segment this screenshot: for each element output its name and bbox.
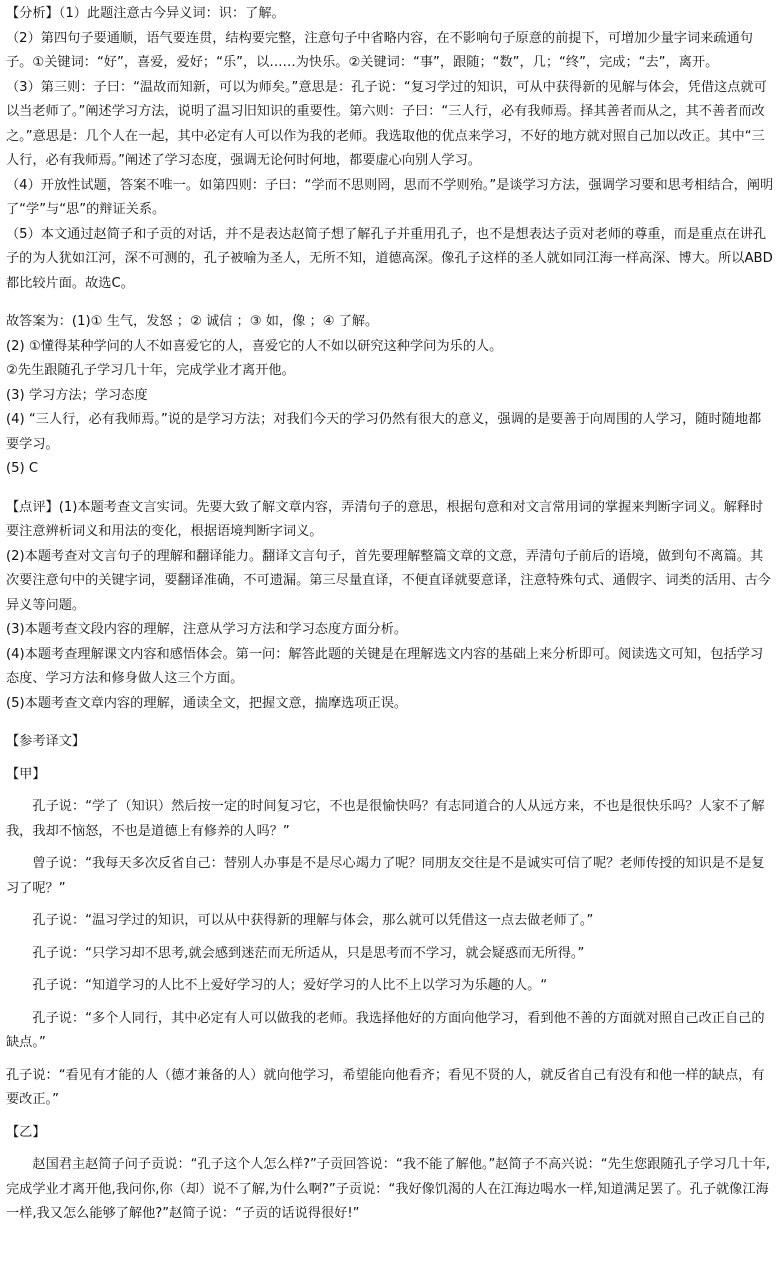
comment-paragraph: (2)本题考查对文言句子的理解和翻译能力。翻译文言句子，首先要理解整篇文章的文意，弄清句子前后的语境，做到句不离篇。其次要注意句中的关键字词，要翻译准确，不可遗漏。第三尽量直译，不便直译就要意译，注意特殊句式、通假字、词类的活用、古今异义等问题。 xyxy=(6,548,771,613)
answer-line: (5) C xyxy=(6,461,39,476)
comments-section xyxy=(6,496,774,717)
translation-paragraph: 曾子说：“我每天多次反省自己：替别人办事是不是尽心竭力了呢？同朋友交往是不是诚实可信了呢？老师传授的知识是不是复习了呢？” xyxy=(6,856,765,896)
analysis-paragraph: （5）本文通过赵简子和子贡的对话，并不是表达赵简子想了解孔子并重用孔子，也不是想表达子贡对老师的尊重，而是重点在讲孔子的为人犹如江河，深不可测的，孔子被喻为圣人，无所不知，道德高深。像孔子这样的圣人就如同江海一样高深、博大。所以ABD都比较片面。故选C。 xyxy=(6,226,773,291)
translation-section xyxy=(6,730,774,1227)
analysis-paragraph: （4）开放性试题，答案不唯一。如第四则：子曰：“学而不思则罔，思而不学则殆。”是谈学习方法，强调学习要和思考相结合，阐明了“学”与“思”的辩证关系。 xyxy=(6,177,774,217)
translation-paragraph: 赵国君主赵简子问子贡说：“孔子这个人怎么样?”子贡回答说：“我不能了解他。”赵简子不高兴说：“先生您跟随孔子学习几十年,完成学业才离开他,我问你,你（却）说不了解,为什么啊?”子贡说：“我好像饥渴的人在江海边喝水一样,知道满足罢了。孔子就像江海一样,我又怎么能够了解他?”赵简子说：“子贡的话说得很好!” xyxy=(6,1157,771,1221)
answer-line: 故答案为：(1)① 生气，发怒 ；② 诚信 ；③ 如，像 ；④ 了解。 xyxy=(6,314,379,329)
jia-label: 【甲】 xyxy=(6,766,46,782)
comment-paragraph: (4)本题考查理解课文内容和感悟体会。第一问：解答此题的关键是在理解选文内容的基础上来分析即可。阅读选文可知，包括学习态度、学习方法和修身做人这三个方面。 xyxy=(6,646,764,686)
translation-paragraph: 孔子说：“看见有才能的人（德才兼备的人）就向他学习，希望能向他看齐；看见不贤的人，就反省自己有没有和他一样的缺点，有要改正。” xyxy=(6,1067,765,1107)
translation-paragraph: 孔子说：“学了（知识）然后按一定的时间复习它，不也是很愉快吗？有志同道合的人从远方来，不也是很快乐吗？人家不了解我，我却不恼怒，不也是道德上有修养的人吗？” xyxy=(6,799,765,839)
translation-paragraph: 孔子说：“只学习却不思考,就会感到迷茫而无所适从，只是思考而不学习，就会疑惑而无所得。” xyxy=(32,945,585,961)
yi-label: 【乙】 xyxy=(6,1124,46,1140)
answers-section xyxy=(6,310,774,482)
answer-line: ②先生跟随孔子学习几十年，完成学业才离开他。 xyxy=(6,363,295,378)
comment-paragraph: 【点评】(1)本题考查文言实词。先要大致了解文章内容，弄清句子的意思，根据句意和对文言常用词的掌握来判断字词义。解释时要注意辨析词义和用法的变化，根据语境判断字词义。 xyxy=(6,499,764,539)
comment-paragraph: (3)本题考查文段内容的理解，注意从学习方法和学习态度方面分析。 xyxy=(6,622,408,637)
answer-line: (2) ①懂得某种学问的人不如喜爱它的人，喜爱它的人不如以研究这种学问为乐的人。 xyxy=(6,338,503,354)
translation-paragraph: 孔子说：“知道学习的人比不上爱好学习的人；爱好学习的人比不上以学习为乐趣的人。“ xyxy=(32,978,548,993)
analysis-paragraph: （2）第四句子要通顺，语气要连贯，结构要完整，注意句子中省略内容，在不影响句子原意的前提下，可增加少量字词来疏通句子。①关键词：“好”，喜爱，爱好；“乐”，以……为快乐。②关键词：“事”，跟随；“数”，几；“终”，完成；“去”，离开。 xyxy=(6,30,753,70)
answer-line: (4) “三人行，必有我师焉。”说的是学习方法；对我们今天的学习仍然有很大的意义，强调的是要善于向周围的人学习，随时随地都要学习。 xyxy=(6,412,762,452)
translation-title: 【参考译文】 xyxy=(6,734,86,749)
analysis-section xyxy=(6,2,774,296)
comment-paragraph: (5)本题考查文章内容的理解，通读全文，把握文意，揣摩选项正误。 xyxy=(6,695,408,711)
document-page xyxy=(6,0,774,1227)
analysis-paragraph: 【分析】（1）此题注意古今异义词：识：了解。 xyxy=(6,6,285,21)
answer-line: (3) 学习方法；学习态度 xyxy=(6,387,148,403)
translation-paragraph: 孔子说：“多个人同行，其中必定有人可以做我的老师。我选择他好的方面向他学习，看到他不善的方面就对照自己改正自己的缺点。” xyxy=(6,1010,765,1050)
translation-paragraph: 孔子说：“温习学过的知识，可以从中获得新的理解与体会，那么就可以凭借这一点去做老师了。” xyxy=(32,913,594,928)
analysis-paragraph: （3）第三则：子曰：“温故而知新，可以为师矣。”意思是：孔子说：“复习学过的知识，可从中获得新的见解与体会，凭借这点就可以当老师了。”阐述学习方法，说明了温习旧知识的重要性。第六则：子曰：“三人行，必有我师焉。择其善者而从之，其不善者而改之。”意思是：几个人在一起，其中必定有人可以作为我的老师。我选取他的优点来学习，不好的地方就对照自己加以改正。其中“三人行，必有我师焉。”阐述了学习态度，强调无论何时何地，都要虚心向别人学习。 xyxy=(6,79,767,168)
